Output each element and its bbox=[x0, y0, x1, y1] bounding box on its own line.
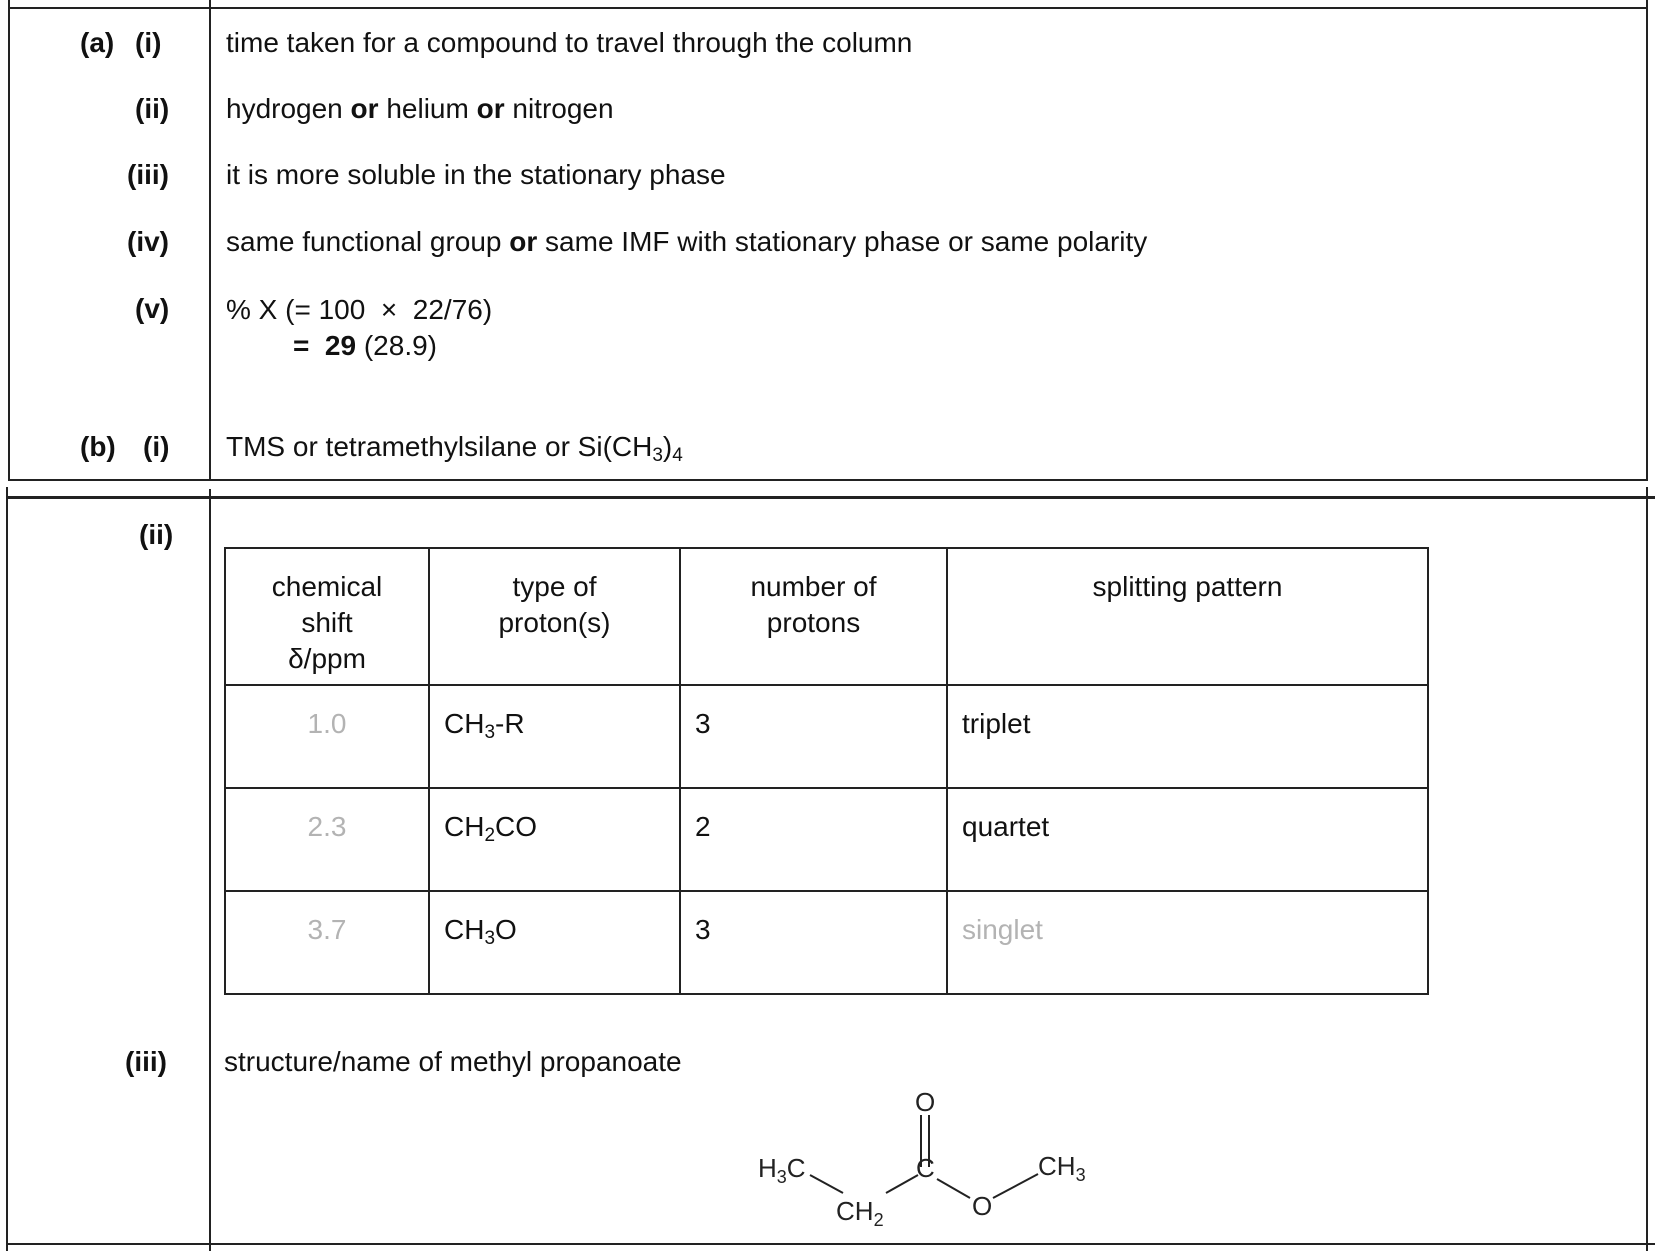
answer-text: hydrogen bbox=[226, 93, 351, 124]
type-text: CH bbox=[444, 914, 485, 945]
type-text: CH bbox=[444, 708, 485, 739]
answer-a-v-line1: % X (= 100 × 22/76) bbox=[226, 294, 493, 325]
cell-shift: 3.7 bbox=[225, 891, 429, 994]
answer-a-v-line2 bbox=[293, 330, 437, 362]
header-text: shift bbox=[301, 607, 353, 638]
mid-border-2 bbox=[6, 496, 1655, 499]
atom-o-carbonyl: O bbox=[915, 1087, 936, 1117]
subscript: 2 bbox=[873, 1210, 884, 1230]
subscript: 3 bbox=[484, 722, 496, 743]
type-text: CH bbox=[444, 811, 485, 842]
cell-shift: 2.3 bbox=[225, 788, 429, 891]
table-row bbox=[225, 891, 1428, 994]
top-border bbox=[8, 7, 1648, 9]
bottom-border bbox=[6, 1243, 1655, 1245]
cell-number: 2 bbox=[680, 788, 947, 891]
atom-text: C bbox=[786, 1153, 806, 1183]
cell-splitting: quartet bbox=[947, 788, 1428, 891]
cell-type bbox=[429, 685, 680, 788]
answer-a-i: time taken for a compound to travel through the column bbox=[226, 27, 913, 58]
header-text: splitting pattern bbox=[1092, 571, 1283, 602]
bond-o-c4 bbox=[993, 1174, 1038, 1198]
label-b-ii: (ii) bbox=[139, 519, 174, 550]
subscript: 3 bbox=[1075, 1165, 1086, 1185]
subscript: 2 bbox=[484, 825, 496, 846]
label-b-iii: (iii) bbox=[125, 1046, 167, 1077]
mid-border-1 bbox=[8, 479, 1648, 481]
methyl-propanoate-structure bbox=[740, 1075, 1100, 1235]
answer-value-precise: (28.9) bbox=[356, 330, 438, 361]
cell-type bbox=[429, 788, 680, 891]
left-border-upper bbox=[8, 0, 10, 481]
nmr-header-row bbox=[225, 548, 1428, 685]
answer-a-ii bbox=[226, 93, 614, 125]
atom-text: CH bbox=[1038, 1151, 1076, 1181]
subscript: 3 bbox=[776, 1167, 787, 1187]
header-type-of-protons bbox=[429, 548, 680, 685]
cell-number: 3 bbox=[680, 891, 947, 994]
header-text: protons bbox=[766, 607, 861, 638]
header-text: type of bbox=[512, 571, 597, 602]
right-border-upper bbox=[1646, 0, 1648, 481]
bond-c1-c2 bbox=[810, 1175, 843, 1193]
table-row bbox=[225, 788, 1428, 891]
answer-text: helium bbox=[378, 93, 477, 124]
subscript: 4 bbox=[672, 445, 683, 466]
label-b-i: (i) bbox=[143, 431, 170, 462]
answer-text: TMS or tetramethylsilane or Si(CH bbox=[226, 431, 653, 462]
atom-h3c bbox=[758, 1153, 806, 1187]
answer-or: or bbox=[476, 93, 505, 124]
answer-text: ) bbox=[662, 431, 673, 462]
atom-ch3 bbox=[1038, 1151, 1086, 1185]
answer-or: or bbox=[350, 93, 379, 124]
nmr-table bbox=[224, 547, 1429, 995]
label-b: (b) bbox=[80, 431, 116, 462]
subscript: 3 bbox=[484, 928, 496, 949]
header-text: δ/ppm bbox=[288, 643, 366, 674]
atom-c-carbonyl: C bbox=[916, 1153, 935, 1183]
label-a-v: (v) bbox=[135, 293, 170, 324]
answer-text: same functional group bbox=[226, 226, 510, 257]
answer-a-iv bbox=[226, 226, 1147, 258]
header-text: chemical bbox=[271, 571, 383, 602]
header-chemical-shift bbox=[225, 548, 429, 685]
right-border-lower bbox=[1646, 487, 1648, 1251]
cell-splitting: triplet bbox=[947, 685, 1428, 788]
label-a: (a) bbox=[80, 27, 115, 58]
header-text: number of bbox=[750, 571, 877, 602]
answer-or: or bbox=[509, 226, 538, 257]
label-a-ii: (ii) bbox=[135, 93, 170, 124]
subscript: 3 bbox=[652, 445, 663, 466]
divider-upper bbox=[209, 0, 211, 481]
type-text: CO bbox=[495, 811, 538, 842]
atom-text: H bbox=[758, 1153, 777, 1183]
answer-b-iii: structure/name of methyl propanoate bbox=[224, 1046, 682, 1077]
label-a-i: (i) bbox=[135, 27, 162, 58]
left-border-lower bbox=[6, 487, 8, 1251]
bond-c3-o bbox=[937, 1179, 970, 1198]
answer-a-iii: it is more soluble in the stationary phase bbox=[226, 159, 726, 190]
divider-lower bbox=[209, 489, 211, 1251]
atom-o-ester: O bbox=[972, 1191, 993, 1221]
answer-text: nitrogen bbox=[504, 93, 614, 124]
answer-b-i bbox=[226, 431, 683, 466]
header-splitting-pattern bbox=[947, 548, 1428, 685]
cell-number: 3 bbox=[680, 685, 947, 788]
label-a-iii: (iii) bbox=[127, 159, 169, 190]
answer-text: same IMF with stationary phase or same polarity bbox=[537, 226, 1148, 257]
header-text: proton(s) bbox=[498, 607, 611, 638]
header-number-of-protons bbox=[680, 548, 947, 685]
answer-value: 29 bbox=[324, 330, 357, 361]
label-a-iv: (iv) bbox=[127, 226, 169, 257]
cell-type bbox=[429, 891, 680, 994]
type-text: O bbox=[495, 914, 517, 945]
equals-sign: = bbox=[293, 330, 310, 361]
table-row bbox=[225, 685, 1428, 788]
cell-splitting: singlet bbox=[947, 891, 1428, 994]
cell-shift: 1.0 bbox=[225, 685, 429, 788]
atom-ch2 bbox=[836, 1196, 884, 1230]
bond-c2-c3 bbox=[886, 1175, 918, 1193]
type-text: -R bbox=[495, 708, 525, 739]
atom-text: CH bbox=[836, 1196, 874, 1226]
